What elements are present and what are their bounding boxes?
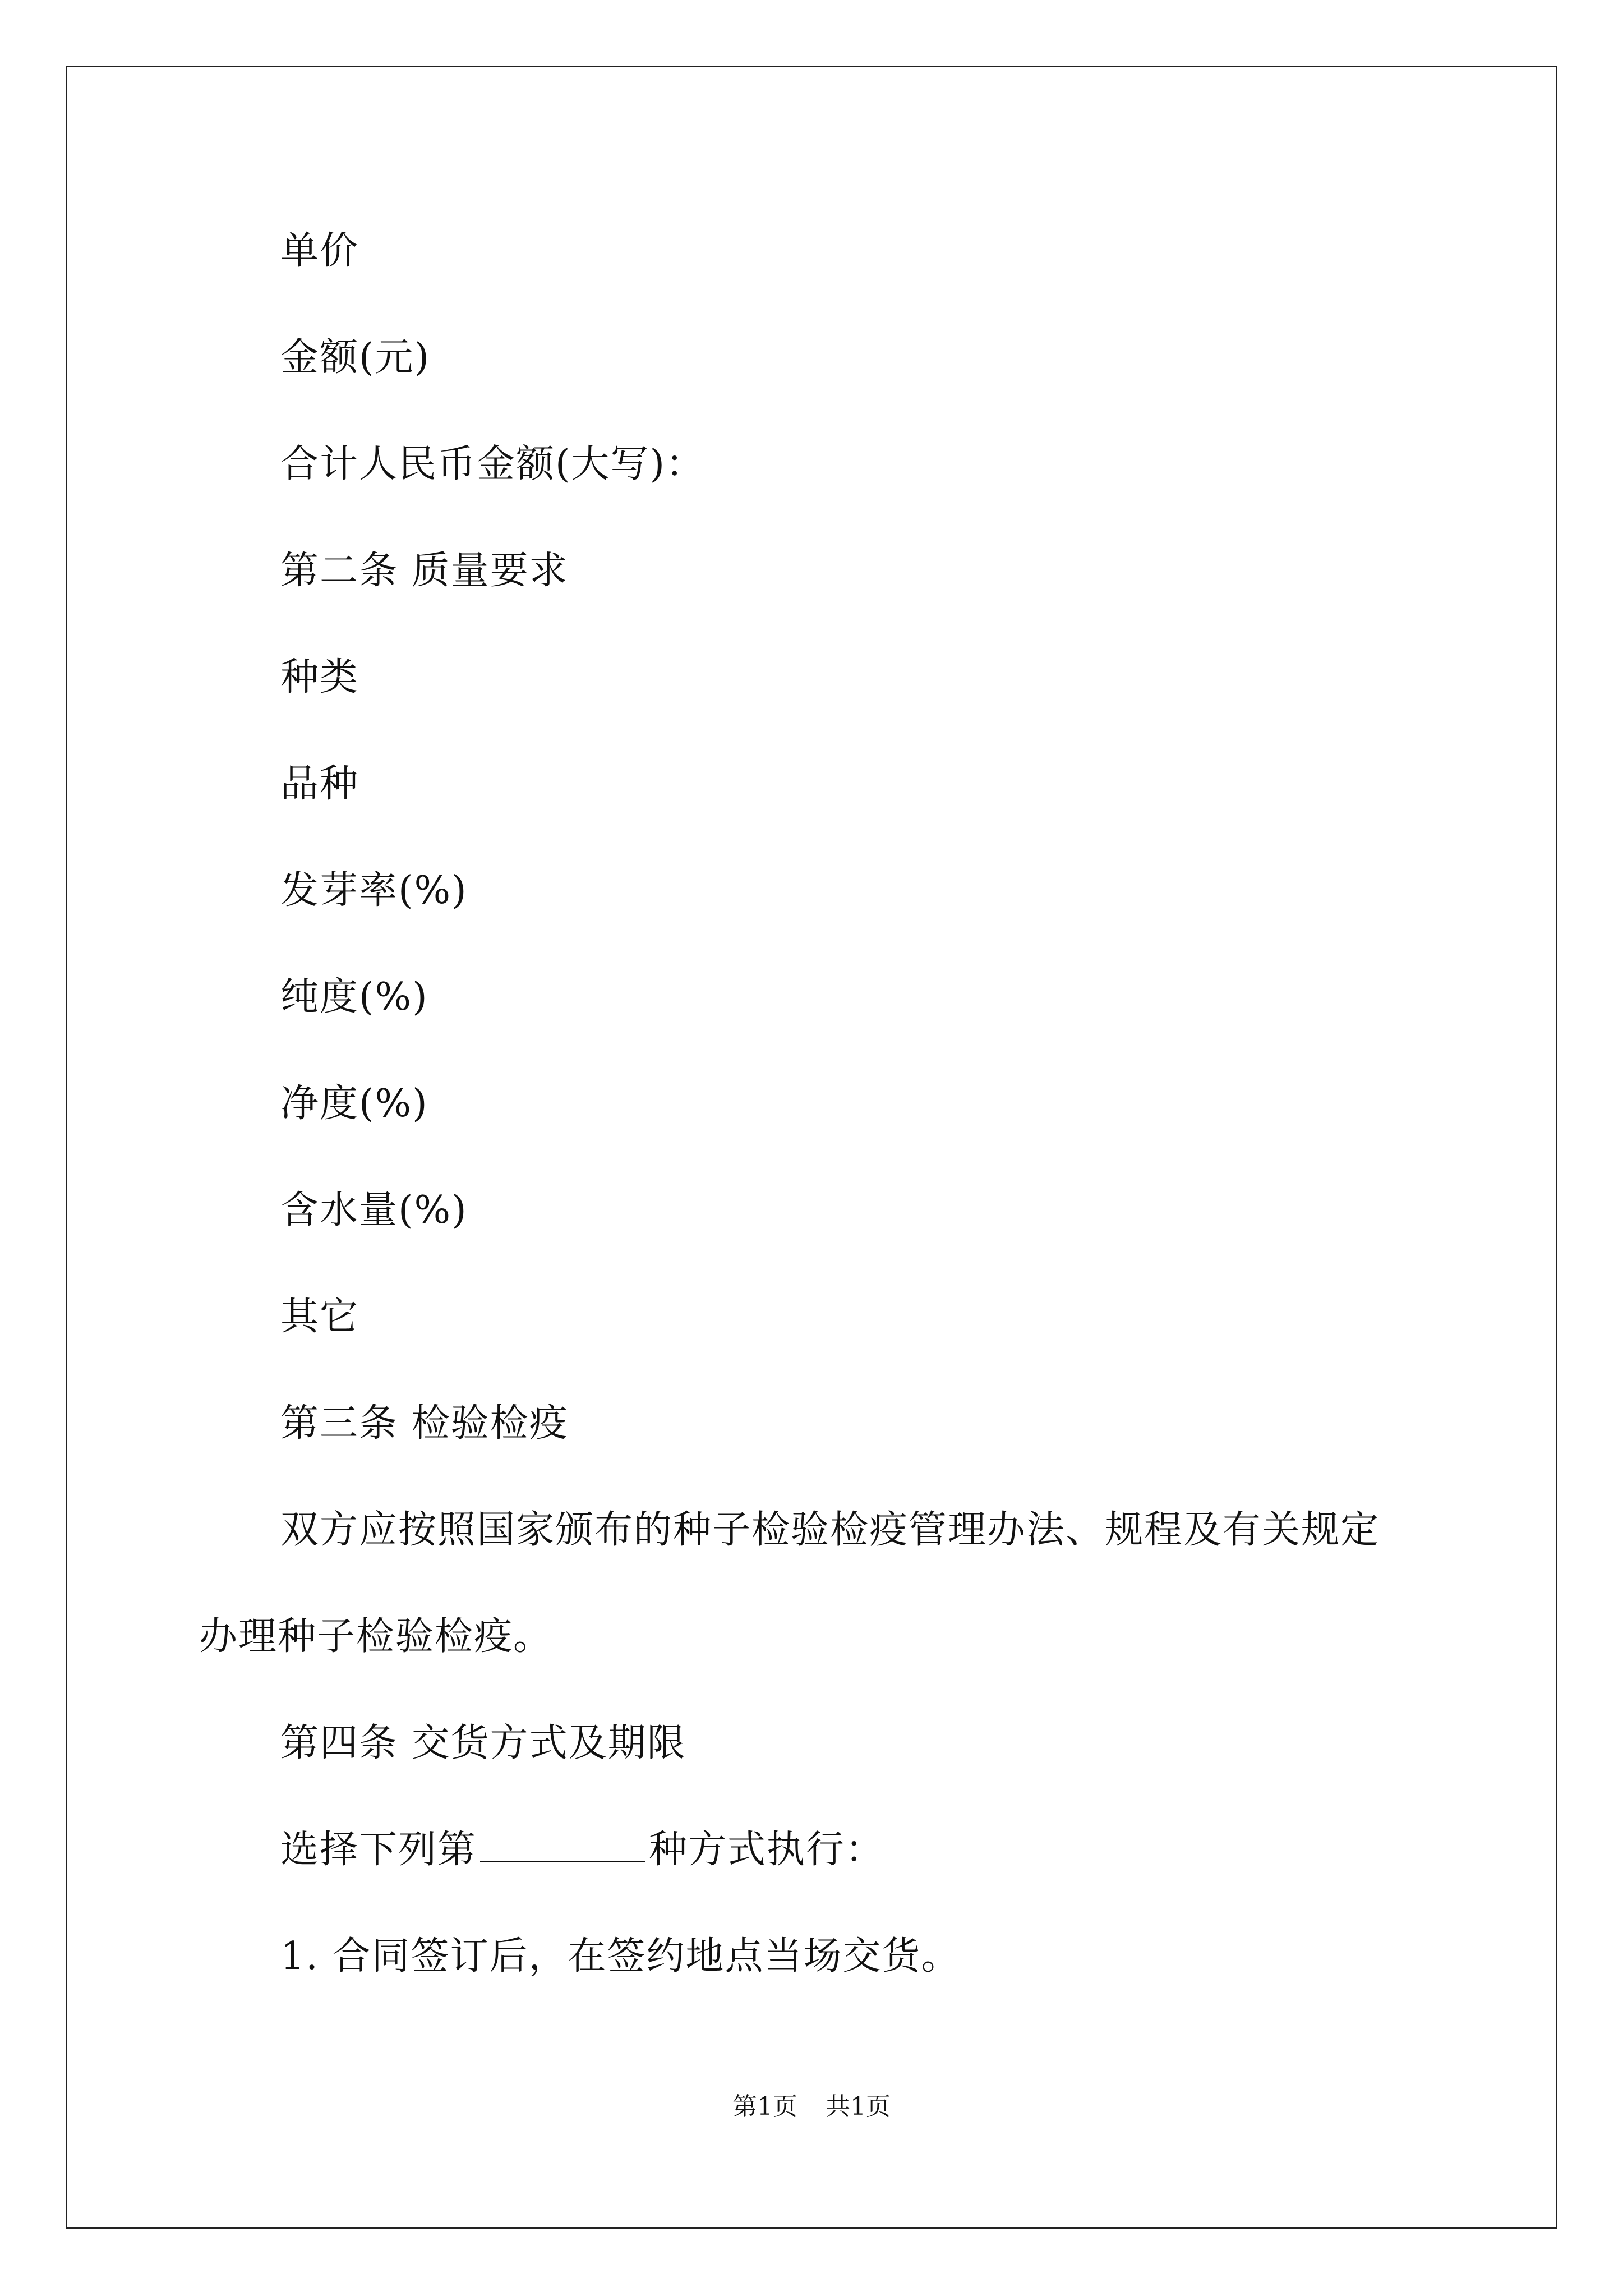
text-line-amount: 金额(元) xyxy=(280,335,431,380)
fill-in-blank[interactable] xyxy=(480,1828,645,1862)
article-4-heading: 第四条 交货方式及期限 xyxy=(280,1721,686,1765)
text-line-choice xyxy=(280,1828,884,1872)
paragraph-inspection-line-1: 双方应按照国家颁布的种子检验检疫管理办法、规程及有关规定 xyxy=(280,1508,1380,1552)
choice-text-before: 选择下列第 xyxy=(280,1828,477,1872)
choice-text-after: 种方式执行： xyxy=(649,1828,885,1872)
text-line-cleanliness: 净度(%) xyxy=(280,1082,428,1126)
text-line-germination-rate: 发芽率(%) xyxy=(280,868,468,913)
page-number-total: 共1页 xyxy=(826,2092,891,2121)
article-3-heading: 第三条 检验检疫 xyxy=(280,1401,569,1446)
text-line-category: 种类 xyxy=(280,655,359,700)
paragraph-inspection-line-2: 办理种子检验检疫。 xyxy=(199,1614,553,1659)
text-line-moisture: 含水量(%) xyxy=(280,1188,468,1232)
page-border xyxy=(66,66,1557,2229)
page-number-current: 第1页 xyxy=(732,2092,797,2121)
article-2-heading: 第二条 质量要求 xyxy=(280,549,569,593)
text-line-option-1: 1. 合同签订后，在签约地点当场交货。 xyxy=(280,1934,961,1978)
text-line-purity: 纯度(%) xyxy=(280,975,428,1019)
text-line-unit-price: 单价 xyxy=(280,229,359,273)
text-line-other: 其它 xyxy=(280,1295,359,1339)
page-footer xyxy=(0,2091,1623,2123)
text-line-variety: 品种 xyxy=(280,762,359,806)
text-line-total-amount: 合计人民币金额(大写)： xyxy=(280,442,706,486)
